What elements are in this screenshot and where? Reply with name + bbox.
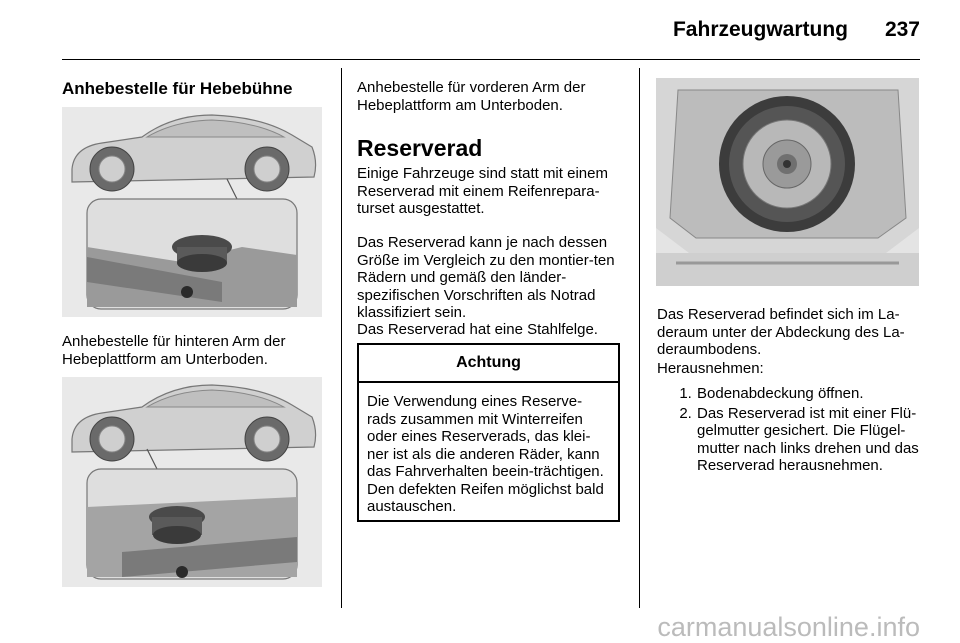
column-divider-right	[639, 68, 640, 608]
front-lift-point-caption: Anhebestelle für vorderen Arm der Hebeplattform am Unterboden.	[357, 79, 586, 114]
watermark: carmanualsonline.info	[657, 612, 920, 642]
removal-step: 1. Bodenabdeckung öffnen.	[696, 385, 920, 403]
header-divider	[62, 59, 920, 60]
spare-wheel-paragraph-3: Das Reserverad hat eine Stahlfelge.	[357, 321, 598, 338]
caution-title: Achtung	[359, 345, 618, 383]
rear-lift-point-caption: Anhebestelle für hinteren Arm der Hebeplattform am Unterboden.	[62, 333, 286, 368]
section-heading-spare-wheel: Reserverad	[357, 135, 483, 161]
spare-wheel-trunk-illustration	[656, 78, 919, 286]
spare-wheel-paragraph-2: Das Reserverad kann je nach dessen Größe im Vergleich zu den montier-ten Rädern und gemäß den länder-spezifischen Vorschriften als Notrad klassifiziert sein.	[357, 234, 615, 321]
caution-box	[357, 343, 620, 522]
removal-steps-intro: Herausnehmen:	[657, 360, 764, 377]
rear-lift-point-illustration	[62, 377, 322, 587]
spare-wheel-paragraph-1: Einige Fahrzeuge sind statt mit einem Reserverad mit einem Reifenrepara-turset ausgestattet.	[357, 165, 608, 217]
spare-wheel-location-paragraph: Das Reserverad befindet sich im La-deraum unter der Abdeckung des La-deraumbodens.	[657, 306, 905, 358]
removal-step: 2. Das Reserverad ist mit einer Flü-gelmutter gesichert. Die Flügel-mutter nach links drehen und das Reserverad herausnehmen.	[696, 405, 920, 475]
page-title: Fahrzeugwartung	[672, 18, 848, 41]
page-header	[0, 0, 960, 62]
page-number: 237	[884, 18, 920, 41]
column-divider-left	[341, 68, 342, 608]
caution-text: Die Verwendung eines Reserve-rads zusammen mit Winterreifen oder eines Reserverads, das klei-ner ist als die anderen Räder, kann das Fahrverhalten beein-trächtigen. Den defekten Reifen möglichst bald austauschen.	[367, 393, 604, 515]
front-lift-point-illustration	[62, 107, 322, 317]
removal-steps-list	[658, 385, 920, 477]
section-heading-lift-points: Anhebestelle für Hebebühne	[62, 79, 293, 98]
